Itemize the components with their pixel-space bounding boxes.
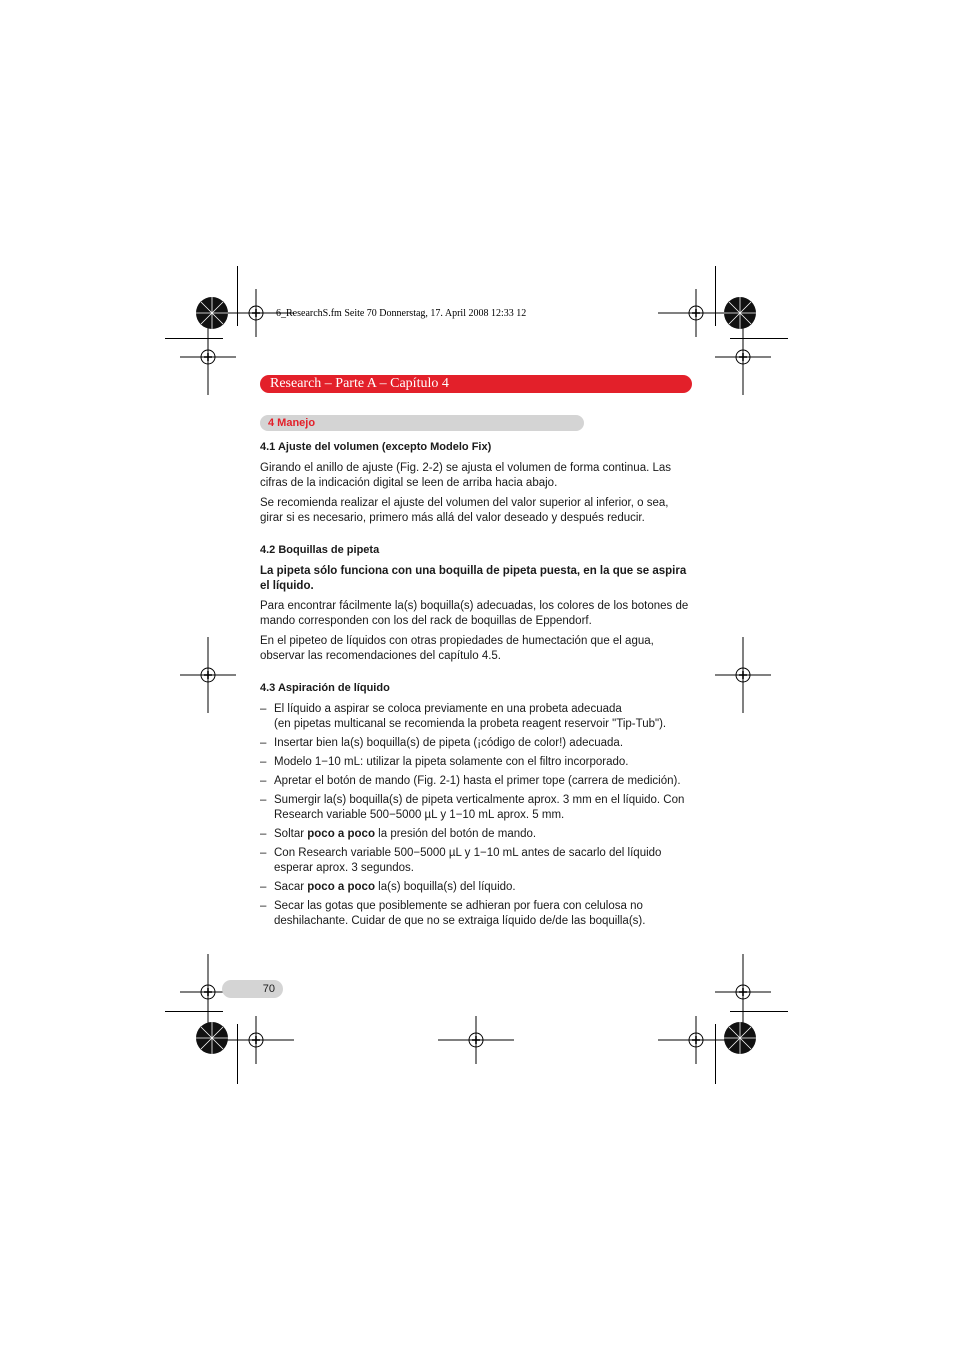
list-item: – Secar las gotas que posiblemente se adhieran por fuera con celulosa no deshilachante. Cuidar de que no se extraiga líquido de/de las boquilla(s).	[260, 900, 646, 927]
page-body	[260, 440, 692, 933]
list-item: – Apretar el botón de mando (Fig. 2-1) hasta el primer tope (carrera de medición).	[260, 775, 681, 787]
paragraph: Girando el anillo de ajuste (Fig. 2-2) se ajusta el volumen de forma continua. Las cifras de la indicación digital se leen de arriba hacia abajo.	[260, 462, 672, 489]
list-item: – Sacar poco a poco la(s) boquilla(s) del líquido.	[260, 881, 516, 893]
paragraph: Se recomienda realizar el ajuste del volumen del valor superior al inferior, o sea, girar si es necesario, primero más allá del valor deseado y después reducir.	[260, 497, 669, 524]
chapter-header-bar	[260, 375, 692, 393]
list-item: – Insertar bien la(s) boquilla(s) de pipeta (¡código de color!) adecuada.	[260, 737, 624, 749]
list-item: – Sumergir la(s) boquilla(s) de pipeta verticalmente aprox. 3 mm en el líquido. Con Research variable 500−5000 µL y 1−10 mL aprox. 5 mm.	[260, 794, 685, 821]
paragraph: Para encontrar fácilmente la(s) boquilla(s) adecuadas, los colores de los botones de mando corresponden con los del rack de boquillas de Eppendorf.	[260, 600, 689, 627]
steps-list	[260, 702, 692, 929]
subsection-title-4-1: 4.1 Ajuste del volumen (excepto Modelo Fix)	[260, 441, 492, 453]
list-item: – Modelo 1−10 mL: utilizar la pipeta solamente con el filtro incorporado.	[260, 756, 629, 768]
list-item: – Con Research variable 500−5000 µL y 1−10 mL antes de sacarlo del líquido esperar aprox. 3 segundos.	[260, 847, 662, 874]
print-slug-line: 6_ResearchS.fm Seite 70 Donnerstag, 17. April 2008 12:33 12	[276, 308, 527, 319]
bold-note: La pipeta sólo funciona con una boquilla de pipeta puesta, en la que se aspira el líquido.	[260, 565, 687, 592]
section-title: 4 Manejo	[268, 417, 316, 429]
page-number-badge	[222, 980, 283, 998]
subsection-title-4-3: 4.3 Aspiración de líquido	[260, 682, 390, 694]
list-item: – El líquido a aspirar se coloca previamente en una probeta adecuada (en pipetas multicanal se recomienda la probeta reagent reservoir "Tip-Tub").	[260, 703, 667, 730]
section-header-bar	[260, 415, 584, 431]
chapter-title: Research – Parte A – Capítulo 4	[270, 376, 449, 391]
subsection-title-4-2: 4.2 Boquillas de pipeta	[260, 544, 380, 556]
page-number: 70	[262, 983, 275, 995]
list-item: – Soltar poco a poco la presión del botón de mando.	[260, 828, 537, 840]
paragraph: En el pipeteo de líquidos con otras propiedades de humectación que el agua, observar las recomendaciones del capítulo 4.5.	[260, 635, 654, 662]
